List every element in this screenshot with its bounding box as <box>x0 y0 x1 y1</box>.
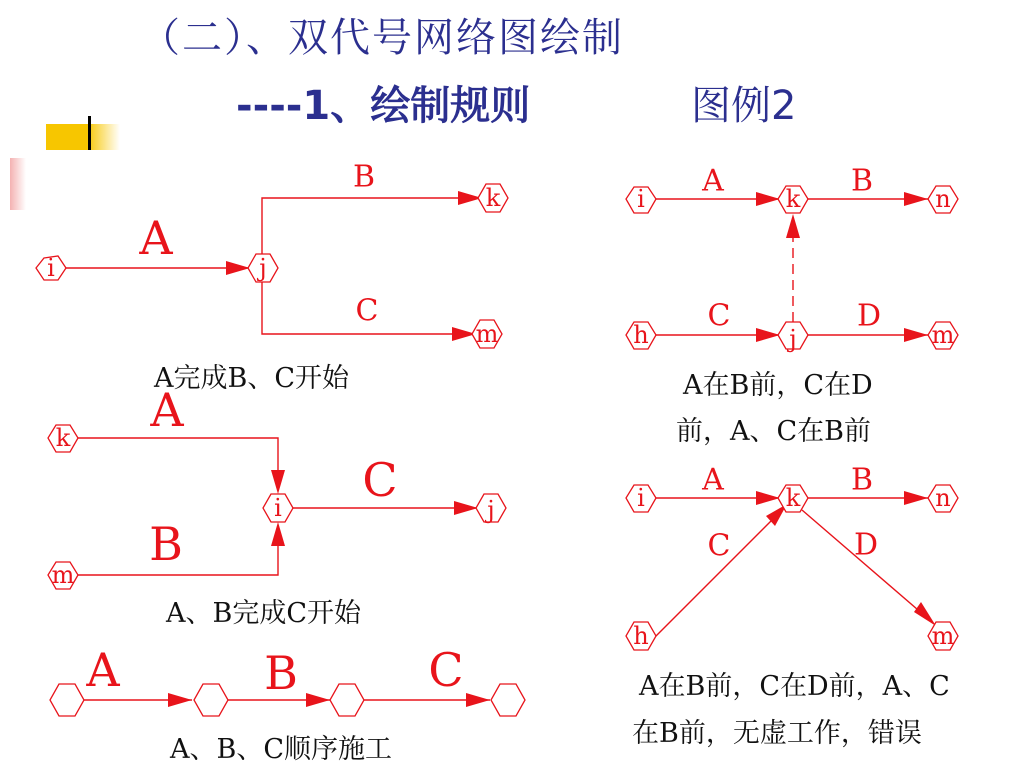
node-label: k <box>485 184 501 212</box>
node-label: j <box>789 325 797 353</box>
activity-label: B <box>850 163 874 199</box>
node-label: m <box>931 622 955 650</box>
activity-label: A <box>702 462 724 498</box>
diagram-1 <box>36 160 508 349</box>
node-label: i <box>47 254 55 282</box>
node-empty-4 <box>491 684 525 716</box>
diagram-2 <box>626 164 958 354</box>
title-rule-text: ----1、绘制规则 <box>236 83 531 129</box>
activity-label: A <box>86 643 120 697</box>
caption-diagram-1: A完成B、C开始 <box>154 363 349 394</box>
node-empty-3 <box>330 684 364 716</box>
node-label: j <box>259 254 267 282</box>
node-empty-2 <box>194 684 228 716</box>
activity-label: C <box>362 453 398 507</box>
activity-label: B <box>850 462 874 498</box>
activity-label: B <box>149 517 183 571</box>
activity-label: C <box>707 528 731 564</box>
node-label: i <box>274 494 282 522</box>
caption-diagram-2-line-1: A在B前，C在D <box>683 370 873 401</box>
node-label: m <box>475 320 499 348</box>
caption-diagram-4-line-2: 在B前，无虚工作，错误 <box>632 718 922 749</box>
activity-label: B <box>352 159 376 195</box>
node-label: k <box>785 484 801 512</box>
activity-label: A <box>150 383 184 437</box>
diagram-3 <box>48 383 506 589</box>
node-label: h <box>633 321 649 349</box>
activity-label: C <box>355 293 379 329</box>
caption-diagram-3: A、B完成C开始 <box>166 598 361 629</box>
node-label: n <box>935 484 951 512</box>
caption-diagram-5: A、B、C顺序施工 <box>170 734 392 765</box>
activity-label: C <box>428 643 464 697</box>
activity-label: D <box>856 298 882 334</box>
node-label: m <box>931 321 955 349</box>
caption-diagram-2-line-2: 前，A、C在B前 <box>676 416 871 447</box>
node-empty-1 <box>50 684 84 716</box>
node-label: i <box>637 484 645 512</box>
activity-label: A <box>139 211 173 265</box>
diagram-4 <box>626 463 958 651</box>
title-legend-text: 图例2 <box>691 83 797 129</box>
diagram-5 <box>50 643 525 716</box>
node-label: k <box>785 185 801 213</box>
caption-diagram-4-line-1: A在B前，C在D前，A、C <box>639 671 950 702</box>
activity-label: C <box>707 298 731 334</box>
node-label: i <box>637 185 645 213</box>
node-label: j <box>487 496 495 524</box>
activity-label: B <box>264 646 298 700</box>
activity-label: A <box>702 163 724 199</box>
node-label: h <box>633 622 649 650</box>
node-label: k <box>55 424 71 452</box>
title-line-1: （二）、双代号网络图绘制 <box>140 15 624 61</box>
activity-label: D <box>853 527 879 563</box>
node-label: n <box>935 185 951 213</box>
node-label: m <box>51 561 75 589</box>
